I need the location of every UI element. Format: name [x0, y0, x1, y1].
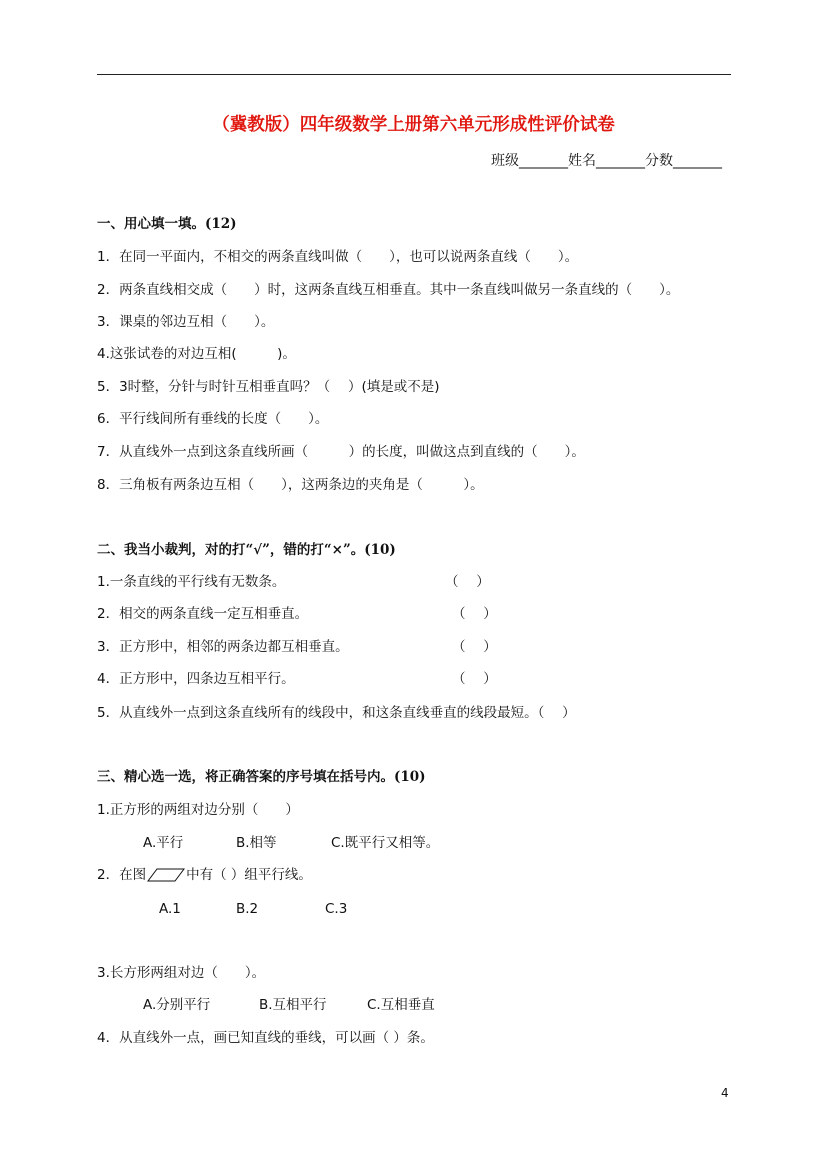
judge-answer-bracket-3: （ ） [452, 639, 497, 655]
choice-2-stem-after: 中有（ ）组平行线。 [186, 867, 312, 883]
choice-3-option-b: B.互相平行 [259, 997, 327, 1013]
choice-question-2 [97, 866, 312, 884]
choice-3-option-c: C.互相垂直 [367, 997, 435, 1013]
judge-answer-bracket-2: （ ） [452, 606, 497, 622]
choice-2-stem-before: 2．在图 [97, 867, 147, 883]
fill-question-1: 1．在同一平面内，不相交的两条直线叫做（ ），也可以说两条直线（ ）。 [97, 249, 579, 265]
page-title: （冀教版）四年级数学上册第六单元形成性评价试卷 [212, 115, 615, 135]
judge-answer-bracket-4: （ ） [452, 671, 497, 687]
fill-question-3: 3．课桌的邻边互相（ ）。 [97, 314, 275, 330]
student-info-line: 班级_______姓名_______分数_______ [491, 153, 722, 169]
section3-heading: 三、精心选一选，将正确答案的序号填在括号内。(10) [97, 769, 426, 785]
fill-question-5: 5．3时整，分针与时针互相垂直吗？（ ）(填是或不是) [97, 379, 440, 395]
header-rule [97, 74, 731, 75]
parallelogram-icon [147, 868, 185, 882]
judge-question-3: 3．正方形中，相邻的两条边都互相垂直。 [97, 639, 349, 655]
choice-question-3: 3.长方形两组对边（ ）。 [97, 965, 266, 981]
fill-question-2: 2．两条直线相交成（ ）时，这两条直线互相垂直。其中一条直线叫做另一条直线的（ ）。 [97, 282, 680, 298]
judge-question-5: 5．从直线外一点到这条直线所有的线段中，和这条直线垂直的线段最短。（ ） [97, 705, 576, 721]
fill-question-6: 6．平行线间所有垂线的长度（ ）。 [97, 411, 329, 427]
fill-question-4: 4.这张试卷的对边互相( )。 [97, 346, 296, 362]
choice-question-4: 4．从直线外一点，画已知直线的垂线，可以画（ ）条。 [97, 1030, 434, 1046]
judge-question-1: 1.一条直线的平行线有无数条。 [97, 574, 286, 590]
choice-3-option-a: A.分别平行 [143, 997, 211, 1013]
choice-1-option-c: C.既平行又相等。 [331, 835, 440, 851]
judge-answer-bracket-1: （ ） [445, 574, 490, 590]
choice-2-option-a: A.1 [159, 901, 181, 917]
page-number: 4 [721, 1086, 729, 1100]
judge-question-4: 4．正方形中，四条边互相平行。 [97, 671, 295, 687]
choice-question-1: 1.正方形的两组对边分别（ ） [97, 802, 299, 818]
fill-question-7: 7．从直线外一点到这条直线所画（ ）的长度，叫做这点到直线的（ ）。 [97, 444, 585, 460]
section2-heading: 二、我当小裁判，对的打“√”，错的打“×”。(10) [97, 542, 396, 558]
fill-question-8: 8．三角板有两条边互相（ ），这两条边的夹角是（ ）。 [97, 477, 484, 493]
judge-question-2: 2．相交的两条直线一定互相垂直。 [97, 606, 309, 622]
choice-2-option-c: C.3 [325, 901, 348, 917]
choice-2-option-b: B.2 [236, 901, 259, 917]
choice-1-option-b: B.相等 [236, 835, 277, 851]
section1-heading: 一、用心填一填。(12) [97, 216, 237, 232]
choice-1-option-a: A.平行 [143, 835, 184, 851]
